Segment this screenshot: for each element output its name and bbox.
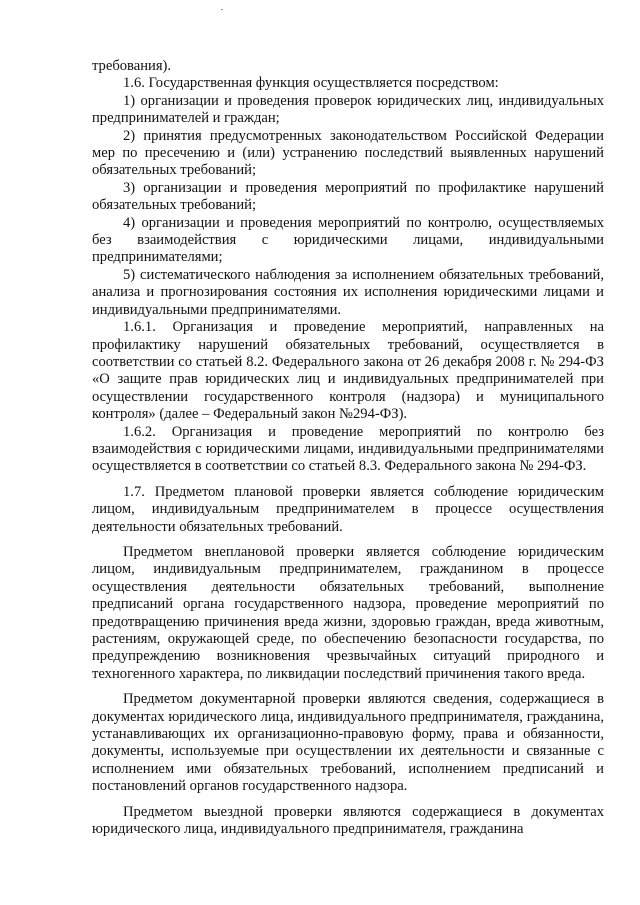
- list-item-5: 5) систематического наблюдения за исполнением обязательных требований, анализа и прогнозирования состояния их исполнения юридическими лицами и индивидуальными предпринимателями.: [92, 266, 604, 318]
- list-item-1: 1) организации и проведения проверок юридических лиц, индивидуальных предпринимателей и граждан;: [92, 92, 604, 127]
- paragraph-1-7: 1.7. Предметом плановой проверки является соблюдение юридическим лицом, индивидуальным предпринимателем в процессе осуществления деятельности обязательных требований.: [92, 483, 604, 535]
- document-page: [92, 58, 604, 838]
- paragraph-1-6: 1.6. Государственная функция осуществляется посредством:: [123, 75, 499, 92]
- list-item-4: 4) организации и проведения мероприятий по контролю, осуществляемых без взаимодействия с юридическими лицами, индивидуальными предпринимателями;: [92, 214, 604, 266]
- scan-dot: [221, 9, 223, 10]
- paragraph-unscheduled-inspection: Предметом внеплановой проверки является соблюдение юридическим лицом, индивидуальным предпринимателем, гражданином в процессе осуществления деятельности обязательных требований, выполнение предписаний органа государственного надзора, проведение мероприятий по предотвращению причинения вреда жизни, здоровью граждан, вреда животным, растениям, окружающей среде, по обеспечению безопасности государства, по предупреждению возникновения чрезвычайных ситуаций природного и техногенного характера, по ликвидации последствий причинения такого вреда.: [92, 543, 604, 682]
- paragraph-field-inspection: Предметом выездной проверки являются содержащиеся в документах юридического лица, индивидуального предпринимателя, гражданина: [92, 803, 604, 838]
- paragraph-continuation: требования).: [92, 58, 172, 74]
- list-item-3: 3) организации и проведения мероприятий по профилактике нарушений обязательных требований;: [92, 179, 604, 214]
- paragraph-1-6-1: 1.6.1. Организация и проведение мероприятий, направленных на профилактику нарушений обязательных требований, осуществляется в соответствии со статьей 8.2. Федерального закона от 26 декабря 2008 г. № 294-ФЗ «О защите прав юридических лиц и индивидуальных предпринимателей при осуществлении государственного контроля (надзора) и муниципального контроля» (далее – Федеральный закон №294-ФЗ).: [92, 319, 604, 423]
- paragraph-1-6-2: 1.6.2. Организация и проведение мероприятий по контролю без взаимодействия с юридическими лицами, индивидуальными предпринимателями осуществляется в соответствии со статьей 8.3. Федерального закона № 294-ФЗ.: [92, 423, 604, 475]
- paragraph-documentary-inspection: Предметом документарной проверки являются сведения, содержащиеся в документах юридического лица, индивидуального предпринимателя, гражданина, устанавливающих их организационно-правовую форму, права и обязанности, документы, используемые при осуществлении их деятельности и связанные с исполнением ими обязательных требований, исполнением предписаний и постановлений органов государственного надзора.: [92, 691, 604, 795]
- list-item-2: 2) принятия предусмотренных законодательством Российской Федерации мер по пресечению и (или) устранению последствий выявленных нарушений обязательных требований;: [92, 127, 604, 179]
